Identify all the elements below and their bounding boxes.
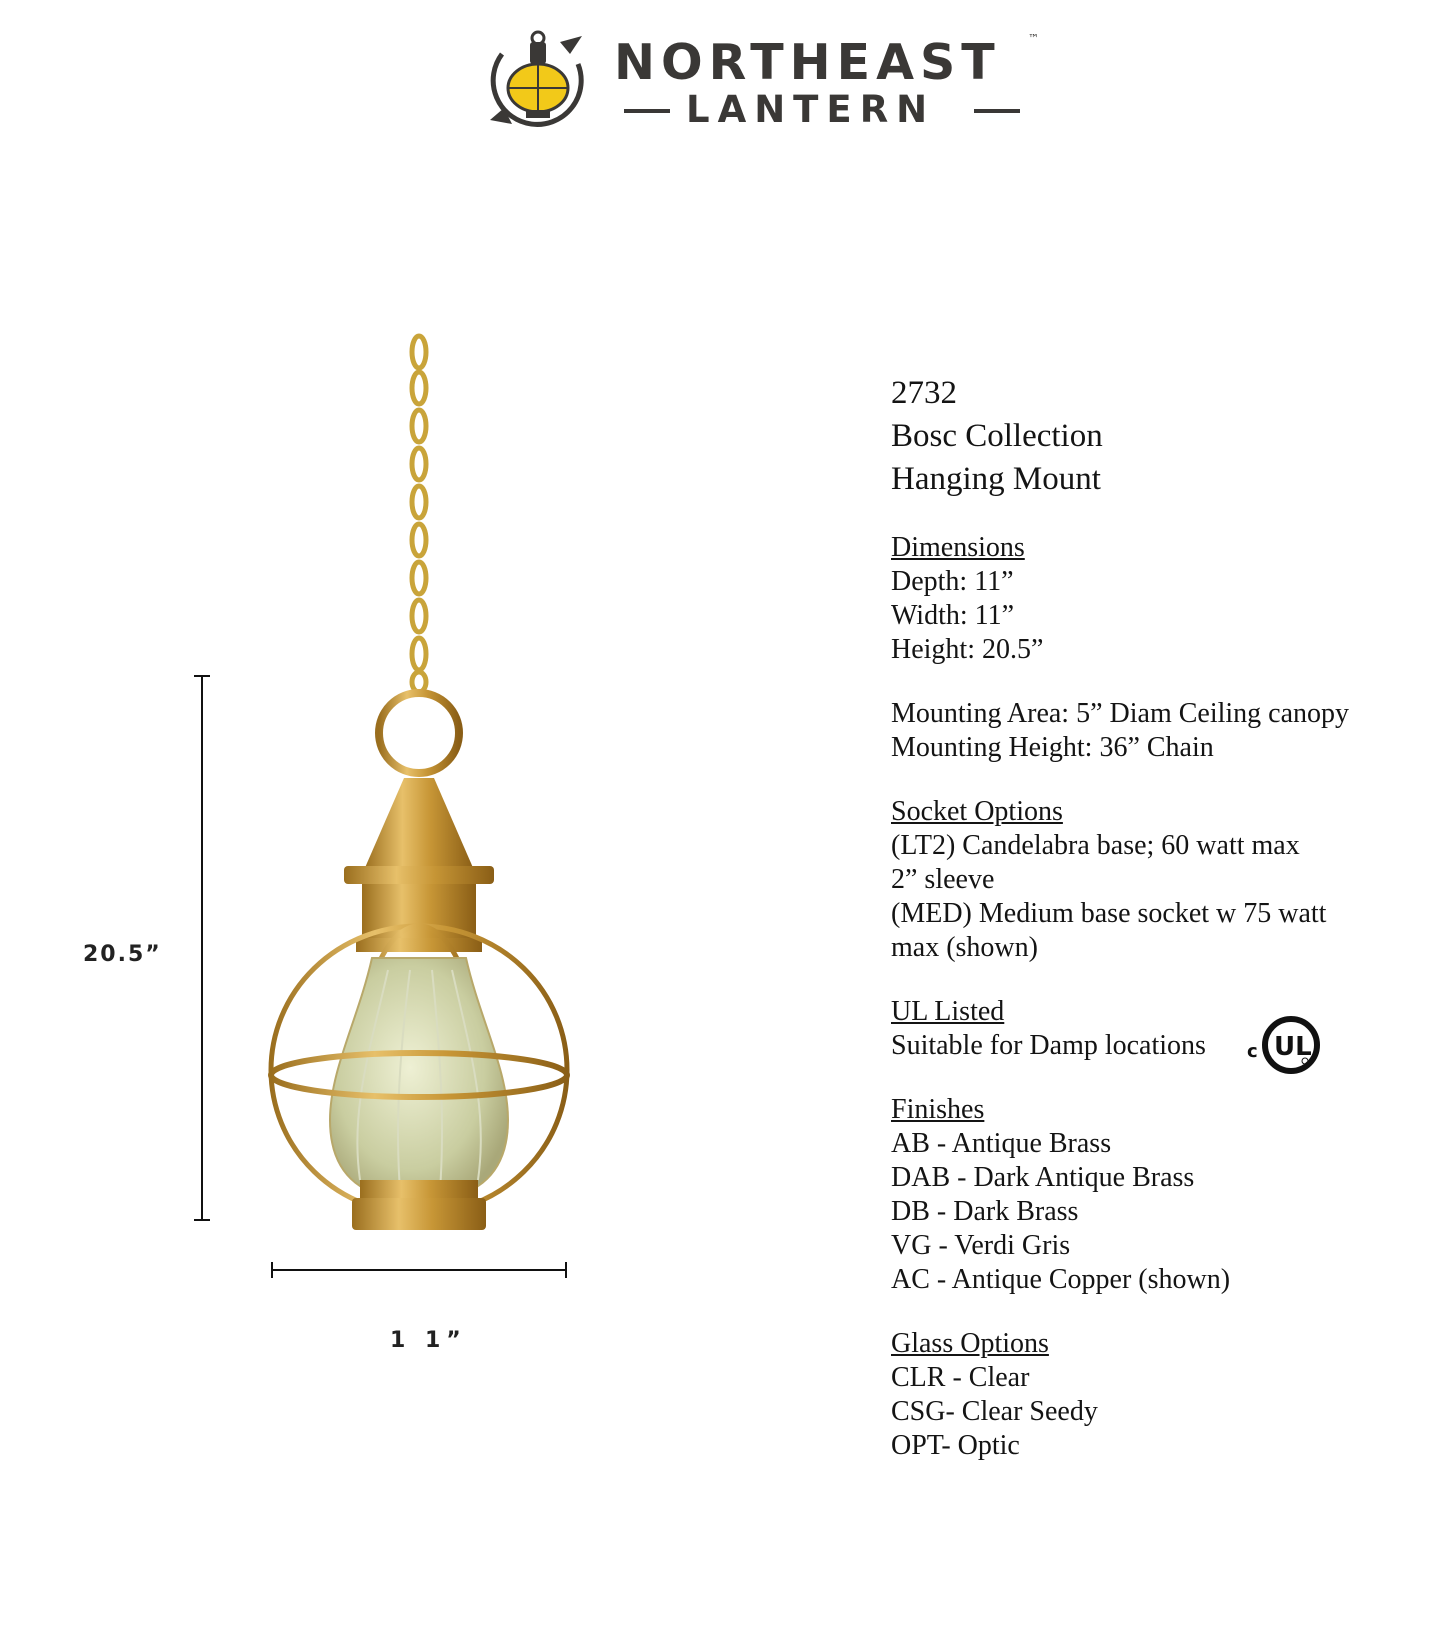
collection-name: Bosc Collection [891, 418, 1103, 454]
dimension-height: Height: 20.5” [891, 634, 1044, 665]
finish-option: VG - Verdi Gris [891, 1230, 1071, 1261]
mounting-section [891, 697, 1431, 765]
dimension-width: Width: 11” [891, 600, 1015, 631]
glass-options-section [891, 1327, 1431, 1463]
finishes-heading: Finishes [891, 1094, 985, 1125]
socket-option-line: (MED) Medium base socket w 75 watt [891, 898, 1327, 929]
model-number: 2732 [891, 375, 957, 411]
glass-option: CLR - Clear [891, 1362, 1030, 1393]
width-dimension-line [272, 1262, 566, 1278]
socket-options-section [891, 795, 1431, 965]
glass-options-heading: Glass Options [891, 1328, 1049, 1359]
brand-name-top: NORTHEAST [614, 34, 1001, 91]
dimensions-heading: Dimensions [891, 532, 1025, 563]
finish-option: AC - Antique Copper (shown) [891, 1264, 1231, 1295]
ul-section [891, 995, 1431, 1063]
top-hanging-ring [379, 693, 459, 773]
cul-listed-icon [1247, 1013, 1327, 1079]
ul-location-rating: Suitable for Damp locations [891, 1030, 1206, 1061]
lantern-base [352, 1198, 486, 1230]
brand-header [482, 24, 1042, 144]
glass-option: CSG- Clear Seedy [891, 1396, 1098, 1427]
dimension-depth: Depth: 11” [891, 566, 1014, 597]
svg-text:c: c [1247, 1041, 1258, 1062]
finishes-section [891, 1093, 1431, 1297]
socket-option-line: 2” sleeve [891, 864, 995, 895]
lantern-image [0, 330, 800, 1380]
finish-option: AB - Antique Brass [891, 1128, 1112, 1159]
glass-option: OPT- Optic [891, 1430, 1020, 1461]
ul-listed-heading: UL Listed [891, 996, 1005, 1027]
socket-option-line: (LT2) Candelabra base; 60 watt max [891, 830, 1300, 861]
glass-globe [330, 958, 508, 1202]
svg-text:UL: UL [1274, 1032, 1312, 1062]
width-dimension-label: 1 1” [390, 1328, 467, 1353]
brand-name-bottom-row [624, 88, 1020, 132]
mount-type: Hanging Mount [891, 461, 1101, 497]
height-dimension-label: 20.5” [83, 942, 162, 967]
brand-rule-right [974, 109, 1020, 113]
mounting-area: Mounting Area: 5” Diam Ceiling canopy [891, 698, 1350, 729]
mounting-height: Mounting Height: 36” Chain [891, 732, 1214, 763]
brand-name-bottom: LANTERN [686, 88, 936, 131]
hanging-chain [412, 336, 426, 692]
lantern-cap [364, 778, 474, 870]
lantern-globe-icon [482, 24, 590, 136]
socket-option-line: max (shown) [891, 932, 1038, 963]
finish-option: DB - Dark Brass [891, 1196, 1079, 1227]
product-illustration [0, 330, 800, 1380]
socket-options-heading: Socket Options [891, 796, 1063, 827]
dimensions-section [891, 531, 1431, 667]
finish-option: DAB - Dark Antique Brass [891, 1162, 1195, 1193]
brand-rule-left [624, 109, 670, 113]
spec-sheet [891, 372, 1431, 1463]
height-dimension-line [194, 676, 210, 1220]
trademark-symbol: ™ [1028, 32, 1039, 45]
